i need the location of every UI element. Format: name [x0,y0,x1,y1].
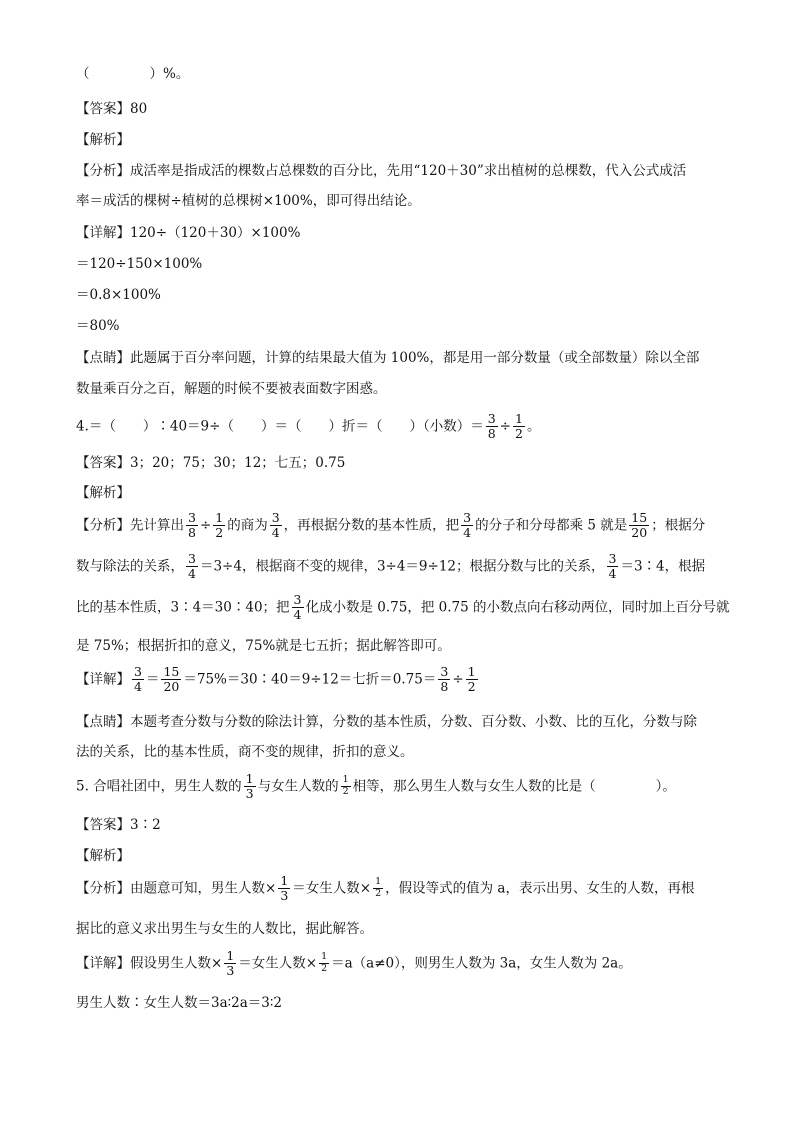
fraction: $\frac{3}{4}$ [293,592,302,623]
q3-xiangjie-4: ＝80% [76,318,120,334]
fraction: $\frac{1}{2}$ [215,510,224,541]
fraction: $\frac{1}{2}$ [467,664,476,695]
q3-fenxi-1: 【分析】成活率是指成活的棵数占总棵数的百分比，先用“120＋30”求出植树的总棵数，代入公式成活 [76,163,687,179]
fraction: $\frac{3}{4}$ [188,551,196,582]
q5-fenxi-2: 据比的意义求出男生与女生的人数比，据此解答。 [76,921,373,937]
fraction: $\frac{1}{3}$ [245,771,254,802]
q4-xiangjie: 【详解】 $\frac{3}{4}$ ＝ $\frac{15}{20}$ ＝75%＝30∶40＝9÷12＝七折＝0.75＝ $\frac{3}{8}$ ÷ $\frac{1}{2}$ [76,664,476,695]
fraction: $\frac{3}{4}$ [134,664,142,695]
q4-fenxi-2: 数与除法的关系， $\frac{3}{4}$ ＝3÷4，根据商不变的规律，3÷4＝9÷12；根据分数与比的关系， $\frac{3}{4}$ ＝3∶4，根据 [76,551,706,582]
fraction: $\frac{1}{3}$ [280,873,289,904]
q3-jiexi: 【解析】 [76,132,130,148]
fraction: $\frac{1}{3}$ [226,948,235,979]
fraction: $\frac{1}{2}$ [321,951,328,975]
q4-question: 4.＝（ ）∶40＝9÷（ ）＝（ ）折＝（ ）（小数）＝ $\frac{3}{8}$ ÷ $\frac{1}{2}$ 。 [76,411,541,442]
q4-answer: 【答案】3；20；75；30；12；七五；0.75 [76,455,346,471]
fraction: $\frac{3}{8}$ [188,510,196,541]
q3-fenxi-2: 率＝成活的棵树÷植树的总棵树×100%，即可得出结论。 [76,193,421,209]
fraction: $\frac{3}{4}$ [463,510,472,541]
q4-dianjing-1: 【点睛】本题考查分数与分数的除法计算，分数的基本性质，分数、百分数、小数、比的互化，分数与除 [76,714,697,730]
q5-question: 5. 合唱社团中，男生人数的 $\frac{1}{3}$ 与女生人数的 $\frac{1}{2}$ 相等，那么男生人数与女生人数的比是（ ）。 [76,771,676,802]
q3-answer: 【答案】80 [76,101,148,117]
q3-xiangjie-3: ＝0.8×100% [76,287,161,303]
q4-jiexi: 【解析】 [76,485,130,501]
fraction: $\frac{3}{8}$ [487,411,496,442]
q3-xiangjie-2: ＝120÷150×100% [76,256,203,272]
q5-xiangjie: 【详解】假设男生人数× $\frac{1}{3}$ ＝女生人数× $\frac{1}{2}$ ＝a（a≠0），则男生人数为 3a，女生人数为 2a。 [76,948,632,979]
continuation-line: （ ）%。 [76,66,190,82]
q4-fenxi-1: 【分析】先计算出 $\frac{3}{8}$ ÷ $\frac{1}{2}$ 的商为 $\frac{3}{4}$ ，再根据分数的基本性质，把 $\frac{3}{4}$ 的分子和分母都乘 5 就是 $\frac{15}{20}$ ；根据分 [76,510,706,541]
q4-fenxi-4: 是 75%；根据折扣的意义，75%就是七五折；据此解答即可。 [76,638,451,654]
fraction: $\frac{1}{2}$ [514,411,523,442]
q5-last: 男生人数∶女生人数＝3a∶2a＝3∶2 [76,995,282,1011]
q3-xiangjie-1: 【详解】120÷（120＋30）×100% [76,225,301,241]
fraction: $\frac{15}{20}$ [631,510,648,541]
q3-dianjing-1: 【点睛】此题属于百分率问题，计算的结果最大值为 100%，都是用一部分数量（或全部数量）除以全部 [76,350,700,366]
fraction: $\frac{3}{4}$ [271,510,280,541]
fraction: $\frac{3}{4}$ [608,551,617,582]
fraction: $\frac{1}{2}$ [375,876,382,900]
fraction: $\frac{15}{20}$ [163,664,180,695]
fraction: $\frac{1}{2}$ [342,774,349,798]
q5-answer: 【答案】3∶2 [76,817,161,833]
q5-jiexi: 【解析】 [76,848,130,864]
q4-dianjing-2: 法的关系，比的基本性质，商不变的规律，折扣的意义。 [76,744,414,760]
q3-dianjing-2: 数量乘百分之百，解题的时候不要被表面数字困惑。 [76,381,387,397]
fraction: $\frac{3}{8}$ [440,664,449,695]
q5-fenxi-1: 【分析】由题意可知，男生人数× $\frac{1}{3}$ ＝女生人数× $\frac{1}{2}$ ，假设等式的值为 a，表示出男、女生的人数，再根 [76,873,695,904]
q4-fenxi-3: 比的基本性质，3∶4＝30∶40；把 $\frac{3}{4}$ 化成小数是 0.75，把 0.75 的小数点向右移动两位，同时加上百分号就 [76,592,730,623]
